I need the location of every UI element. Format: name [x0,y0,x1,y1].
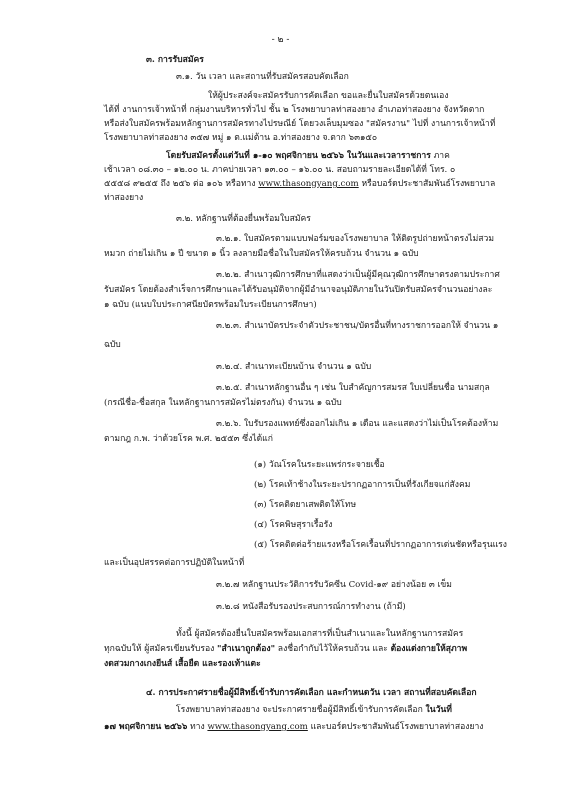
item-322-line1: ๓.๒.๒. สำเนาวุฒิการศึกษาที่แสดงว่าเป็นผู้มีคุณวุฒิการศึกษาตรงตามประกาศ [216,270,500,280]
item-324: ๓.๒.๔. สำเนาทะเบียนบ้าน จำนวน ๑ ฉบับ [216,362,372,372]
disease-tail: และเป็นอุปสรรคต่อการปฏิบัติในหน้าที่ [104,558,245,568]
closing-line1: ทั้งนี้ ผู้สมัครต้องยื่นใบสมัครพร้อมเอกสารที่เป็นสำเนาและในหลักฐานการสมัคร [176,629,464,639]
disease-item: (๒) โรคเท้าช้างในระยะปรากฏอาการเป็นที่รังเกียจแก่สังคม [254,480,471,490]
s31-para1-line4: โรงพยาบาลท่าสองยาง ๓๕๗ หมู่ ๑ ต.แม่ต้าน อ.ท่าสองยาง จ.ตาก ๖๓๑๕๐ [104,133,378,143]
s31-para2-line3 [104,178,495,190]
page-number: - ๒ - [271,35,290,45]
item-321-line1: ๓.๒.๑. ใบสมัครตามแบบฟอร์มของโรงพยาบาล ให้ติดรูปถ่ายหน้าตรงไม่สวม [216,234,494,244]
closing-line2 [104,643,467,655]
s31-para1-line3: หรือส่งใบสมัครพร้อมหลักฐานการสมัครทางไปรษณีย์ โดยวงเล็บมุมซอง "สมัครงาน" ไปที่ งานการเจ้าหน้าที่ [104,119,496,129]
item-323-line2: ฉบับ [104,340,121,350]
s4-on-date-label: ในวันที่ [425,705,452,715]
s4-line2 [104,721,484,733]
s4-board-text: และบอร์ดประชาสัมพันธ์โรงพยาบาลท่าสองยาง [310,722,484,732]
disease-item: (๔) โรคพิษสุราเรื้อรัง [254,520,333,530]
s31-para1-line1: ให้ผู้ประสงค์จะสมัครรับการคัดเลือก ขอและยื่นใบสมัครด้วยตนเอง [208,91,449,101]
closing-pre: ทุกฉบับให้ ผู้สมัครเขียนรับรอง [104,644,215,654]
item-323-line1: ๓.๒.๓. สำเนาบัตรประจำตัวประชาชน/บัตรอื่นที่ทางราชการออกให้ จำนวน ๑ [216,321,499,331]
s4-via-text: ทาง [190,722,205,732]
section-4-heading: ๔. การประกาศรายชื่อผู้มีสิทธิ์เข้ารับการคัดเลือก และกำหนดวัน เวลา สถานที่สอบคัดเลือก [146,688,477,698]
website-link[interactable]: www.thasongyang.com [207,722,308,732]
disease-item: (๑) วัณโรคในระยะแพร่กระจายเชื้อ [254,460,385,470]
item-321-line2: หมวก ถ่ายไม่เกิน ๑ ปี ขนาด ๑ นิ้ว ลงลายมือชื่อในใบสมัครให้ครบถ้วน จำนวน ๑ ฉบับ [104,249,419,259]
s31-para2-line4: ท่าสองยาง [104,193,144,203]
disease-item: (๓) โรคติดยาเสพติดให้โทษ [254,500,357,510]
section-3-1-heading: ๓.๑. วัน เวลา และสถานที่รับสมัครสอบคัดเลือก [176,72,349,82]
section-3-heading: ๓. การรับสมัคร [146,55,204,65]
s4-line1 [176,704,452,716]
item-325-line2: (กรณีชื่อ-ชื่อสกุล ในหลักฐานการสมัครไม่ตรงกัน) จำนวน ๑ ฉบับ [104,398,342,408]
s31-para1-line2: ได้ที่ งานการเจ้าหน้าที่ กลุ่มงานบริหารทั่วไป ชั้น ๒ โรงพยาบาลท่าสองยาง อำเภอท่าสองยาง จังหวัดตาก [104,105,485,115]
s31-para2-line2: เช้าเวลา ๐๘.๓๐ – ๑๒.๐๐ น. ภาคบ่ายเวลา ๑๓.๐๐ – ๑๖.๐๐ น. สอบถามรายละเอียดได้ที่ โทร. ๐ [104,165,456,175]
dress-code-text: ต้องแต่งกายให้สุภาพ [390,644,468,654]
application-period-bold: โดยรับสมัครตั้งแต่วันที่ ๑-๑๐ พฤศจิกายน ๒๕๖๖ ในวันและเวลาราชการ [166,151,431,161]
website-link[interactable]: www.thasongyang.com [258,179,359,189]
phone-text: ๕๕๕๘ ๙๒๕๕ ถึง ๒๕๖ ต่อ ๑๐๖ หรือทาง [104,179,256,189]
item-322-line3: ๑ ฉบับ (แนบใบประกาศนียบัตรพร้อมใบระเบียนการศึกษา) [104,300,317,310]
item-328: ๓.๒.๘ หนังสือรับรองประสบการณ์การทำงาน (ถ้ามี) [216,602,406,612]
board-text: หรือบอร์ดประชาสัมพันธ์โรงพยาบาล [361,179,496,189]
s4-announce-text: โรงพยาบาลท่าสองยาง จะประกาศรายชื่อผู้มีสิทธิ์เข้ารับการคัดเลือก [176,705,423,715]
s31-para2-line1 [166,150,450,162]
item-322-line2: รับสมัคร โดยต้องสำเร็จการศึกษาและได้รับอนุมัติจากผู้มีอำนาจอนุมัติภายในวันปิดรับสมัครจำนวนอย่างละ [104,285,493,295]
item-326-line1: ๓.๒.๖. ใบรับรองแพทย์ซึ่งออกไม่เกิน ๑ เดือน และแสดงว่าไม่เป็นโรคต้องห้าม [216,419,499,429]
closing-line3: งดสวมกางเกงยีนส์ เสื้อยืด และรองเท้าแตะ [104,659,261,669]
item-326-line2: ตามกฎ ก.พ. ว่าด้วยโรค พ.ศ. ๒๕๕๓ ซึ่งได้แก่ [104,434,273,444]
closing-mid: ลงชื่อกำกับไว้ให้ครบถ้วน และ [277,644,388,654]
certified-copy-text: "สำเนาถูกต้อง" [217,644,276,654]
section-3-2-heading: ๓.๒. หลักฐานที่ต้องยื่นพร้อมใบสมัคร [176,214,311,224]
item-325-line1: ๓.๒.๕. สำเนาหลักฐานอื่น ๆ เช่น ใบสำคัญการสมรส ใบเปลี่ยนชื่อ นามสกุล [216,383,490,393]
disease-item: (๕) โรคติดต่อร้ายแรงหรือโรคเรื้อนที่ปรากฏอาการเด่นชัดหรือรุนแรง [254,540,507,550]
item-327: ๓.๒.๗ หลักฐานประวัติการรับวัคซีน Covid-๑๙ อย่างน้อย ๓ เข็ม [216,580,452,590]
announcement-date: ๑๗ พฤศจิกายน ๒๕๖๖ [104,722,188,732]
application-period-rest: ภาค [433,151,450,161]
